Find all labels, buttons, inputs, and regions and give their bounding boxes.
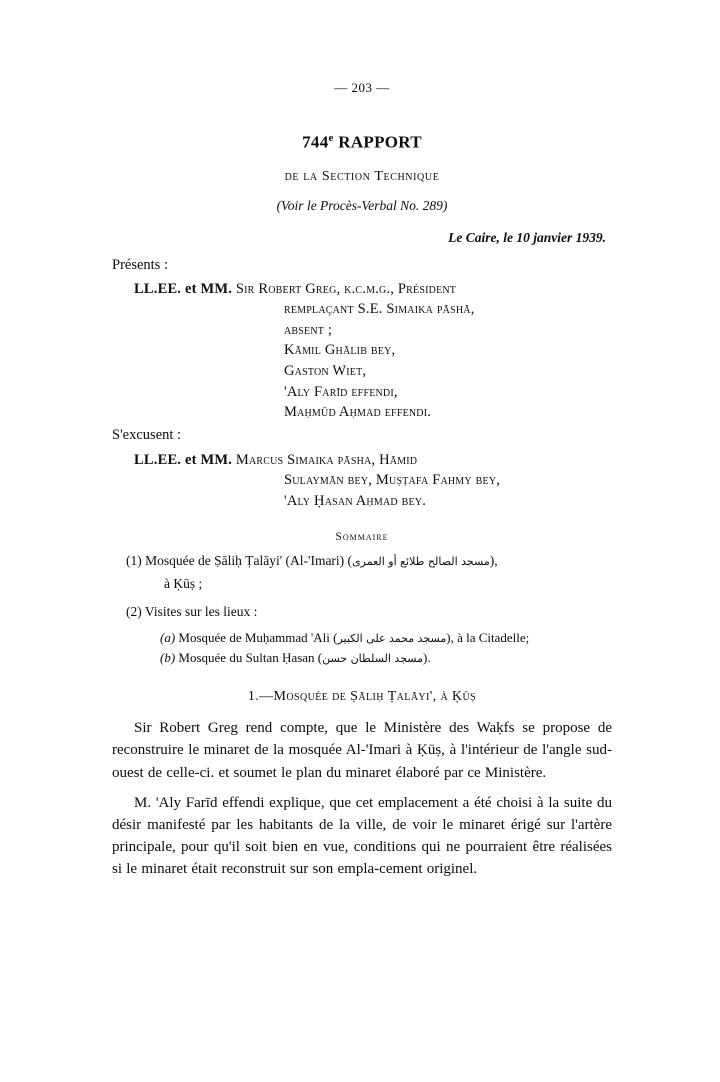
summary-subitem-text: Mosquée du Sultan Ḥasan (: [178, 649, 323, 665]
summary-subitem: [160, 648, 612, 668]
summary-subitem-marker: (b): [160, 649, 176, 665]
present-row: absent ;: [284, 321, 333, 338]
present-row: Gaston Wiet,: [284, 362, 367, 379]
excused-row: 'Aly Ḥasan Aḥmad bey.: [284, 492, 427, 509]
report-title-number: 744: [302, 132, 329, 152]
summary-item-marker: (1): [126, 553, 142, 569]
excused-name: Marcus Simaika pāsha, Hāmid: [235, 451, 418, 468]
excused-lead: LL.EE. et MM.: [134, 451, 233, 468]
summary-item: [126, 602, 612, 622]
present-label: Présents :: [112, 256, 168, 273]
summary-item-tail: ),: [489, 553, 498, 569]
body-paragraph: M. 'Aly Farīd effendi explique, que cet emplacement a été choisi à la suite du désir manifesté par les habitants de la ville, de voir le minaret érigé sur l'artère principale, pour qu'il soit bien en vue, conditions qui ne pourraient être réalisées si le minaret était reconstruit sur son empla-cement originel.: [112, 794, 612, 878]
excused-row: Sulaymān bey, Muṣṭafa Fahmy bey,: [284, 472, 501, 489]
page-number: — 203 —: [334, 80, 390, 95]
report-reference: (Voir le Procès-Verbal No. 289): [276, 197, 448, 213]
summary-item-marker: (2): [126, 603, 142, 619]
report-subtitle: de la Section Technique: [284, 168, 440, 184]
summary-item-text: Mosquée de Ṣāliḥ Ṭalāyi' (Al-'Imari) (: [145, 553, 353, 569]
present-lead: LL.EE. et MM.: [134, 280, 233, 297]
summary-item-continuation: à Ḳūṣ ;: [164, 575, 203, 591]
present-row: Maḥmūd Aḥmad effendi.: [284, 404, 432, 421]
section-heading: 1.—Mosquée de Ṣāliḥ Ṭalāyi', à Ḳūṣ: [247, 689, 477, 705]
page-content: [112, 80, 612, 889]
summary-subitem-tail: ).: [423, 649, 431, 665]
excused-row: [134, 450, 612, 471]
report-title-ordinal: e: [328, 132, 334, 144]
report-dateline: Le Caire, le 10 janvier 1939.: [448, 229, 606, 245]
present-row: Kāmil Ghālib bey,: [284, 342, 396, 359]
report-title: [112, 132, 612, 153]
summary-subitem-tail: ), à la Citadelle;: [446, 630, 530, 646]
report-title-word: RAPPORT: [333, 132, 422, 152]
present-name: Sir Robert Greg, k.c.m.g., Président: [235, 280, 457, 297]
summary-subitem-text: Mosquée de Muḥammad 'Ali (: [178, 630, 338, 646]
body-paragraph: Sir Robert Greg rend compte, que le Ministère des Waḳfs se propose de reconstruire le minaret de la mosquée Al-'Imari à Ḳūṣ, à l'intérieur de l'angle sud-ouest de celle-ci. et soumet le plan du minaret élaboré par ce Ministère.: [112, 720, 612, 781]
summary-item-arabic: مسجد الصالح طلائع أو العمرى: [352, 555, 490, 569]
summary-subitem-arabic: مسجد السلطان حسن: [322, 651, 423, 665]
summary-item: [126, 551, 612, 571]
excused-label: S'excusent :: [112, 426, 182, 443]
present-row: 'Aly Farīd effendi,: [284, 383, 398, 400]
excused-list: [134, 450, 612, 512]
present-row: [134, 279, 612, 300]
summary-item-text: Visites sur les lieux :: [144, 603, 258, 619]
present-list: [134, 279, 612, 423]
present-row: remplaçant S.E. Simaika pāshā,: [284, 301, 475, 318]
summary-subitem-arabic: مسجد محمد على الكبير: [337, 632, 447, 646]
summary-subitem: [160, 628, 612, 648]
summary-subitem-marker: (a): [160, 630, 176, 646]
summary-heading: Sommaire: [335, 531, 389, 544]
